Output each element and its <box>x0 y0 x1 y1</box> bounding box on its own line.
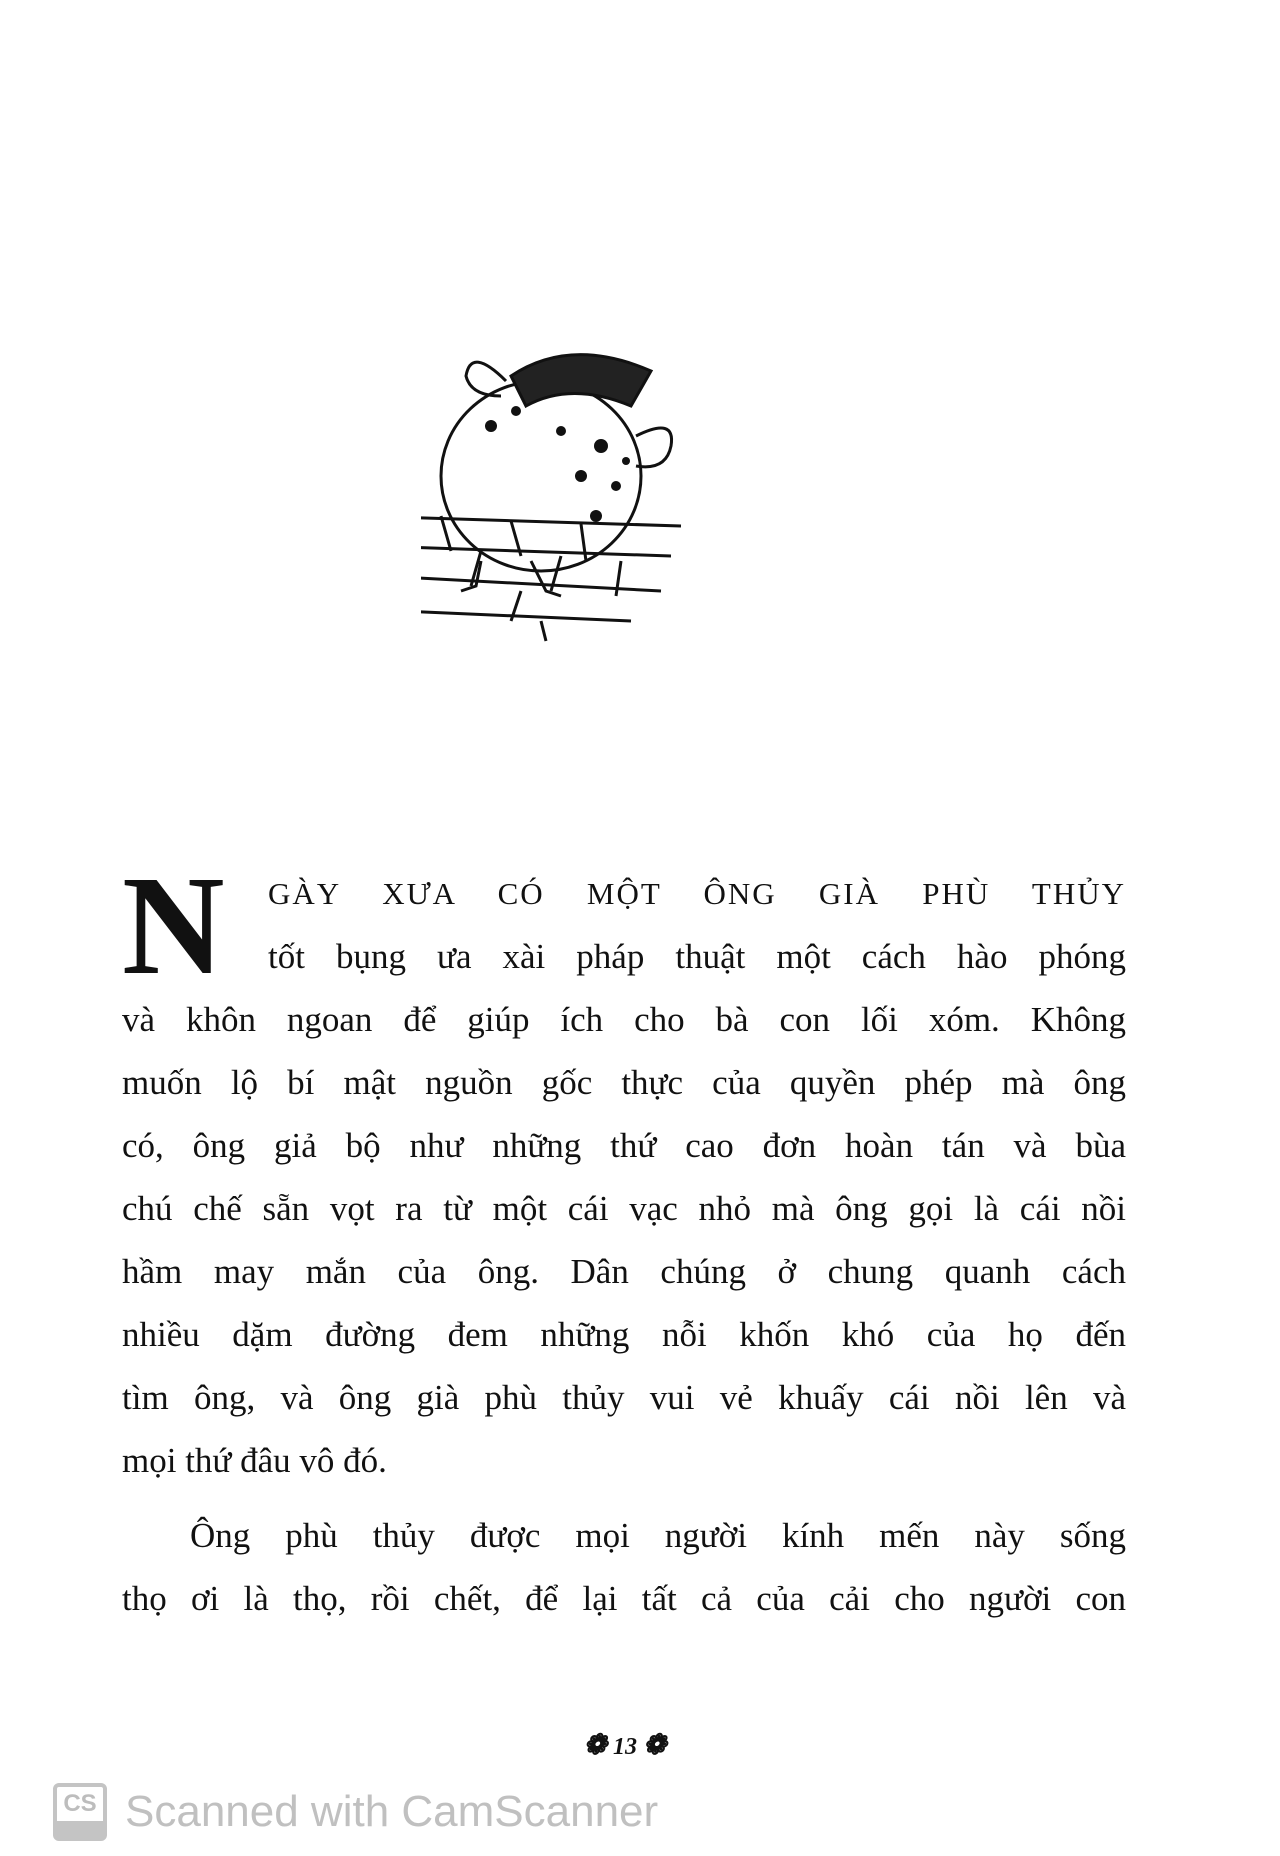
camscanner-logo-icon: CS <box>53 1783 107 1841</box>
ornament-icon: ❁ <box>583 1730 607 1761</box>
text-line: có, ông giả bộ như những thứ cao đơn hoàn tán và bùa <box>122 1126 1126 1165</box>
text-line: nhiều dặm đường đem những nỗi khốn khó của họ đến <box>122 1315 1126 1354</box>
text-line: chú chế sẵn vọt ra từ một cái vạc nhỏ mà ông gọi là cái nồi <box>122 1189 1126 1228</box>
page-number-text: 13 <box>613 1734 637 1760</box>
story-text <box>122 862 1126 1630</box>
camscanner-watermark <box>53 1782 658 1842</box>
text-line: tìm ông, và ông già phù thủy vui vẻ khuấy cái nồi lên và <box>122 1378 1126 1417</box>
drop-cap: N <box>122 862 225 988</box>
text-line: tốt bụng ưa xài pháp thuật một cách hào phóng <box>268 937 1126 976</box>
ornament-icon: ❁ <box>643 1730 667 1761</box>
page-number <box>560 1728 690 1764</box>
text-line: thọ ơi là thọ, rồi chết, để lại tất cả của cải cho người con <box>122 1579 1126 1618</box>
text-line: và khôn ngoan để giúp ích cho bà con lối xóm. Không <box>122 1000 1126 1039</box>
text-line: hầm may mắn của ông. Dân chúng ở chung quanh cách <box>122 1252 1126 1291</box>
opening-line: GÀY XƯA CÓ MỘT ÔNG GIÀ PHÙ THỦY <box>268 876 1126 911</box>
text-line: mọi thứ đâu vô đó. <box>122 1441 387 1480</box>
text-line: Ông phù thủy được mọi người kính mến này sống <box>190 1516 1126 1555</box>
text-line: muốn lộ bí mật nguồn gốc thực của quyền phép mà ông <box>122 1063 1126 1102</box>
watermark-text: Scanned with CamScanner <box>125 1787 659 1836</box>
cauldron-illustration <box>421 336 747 724</box>
